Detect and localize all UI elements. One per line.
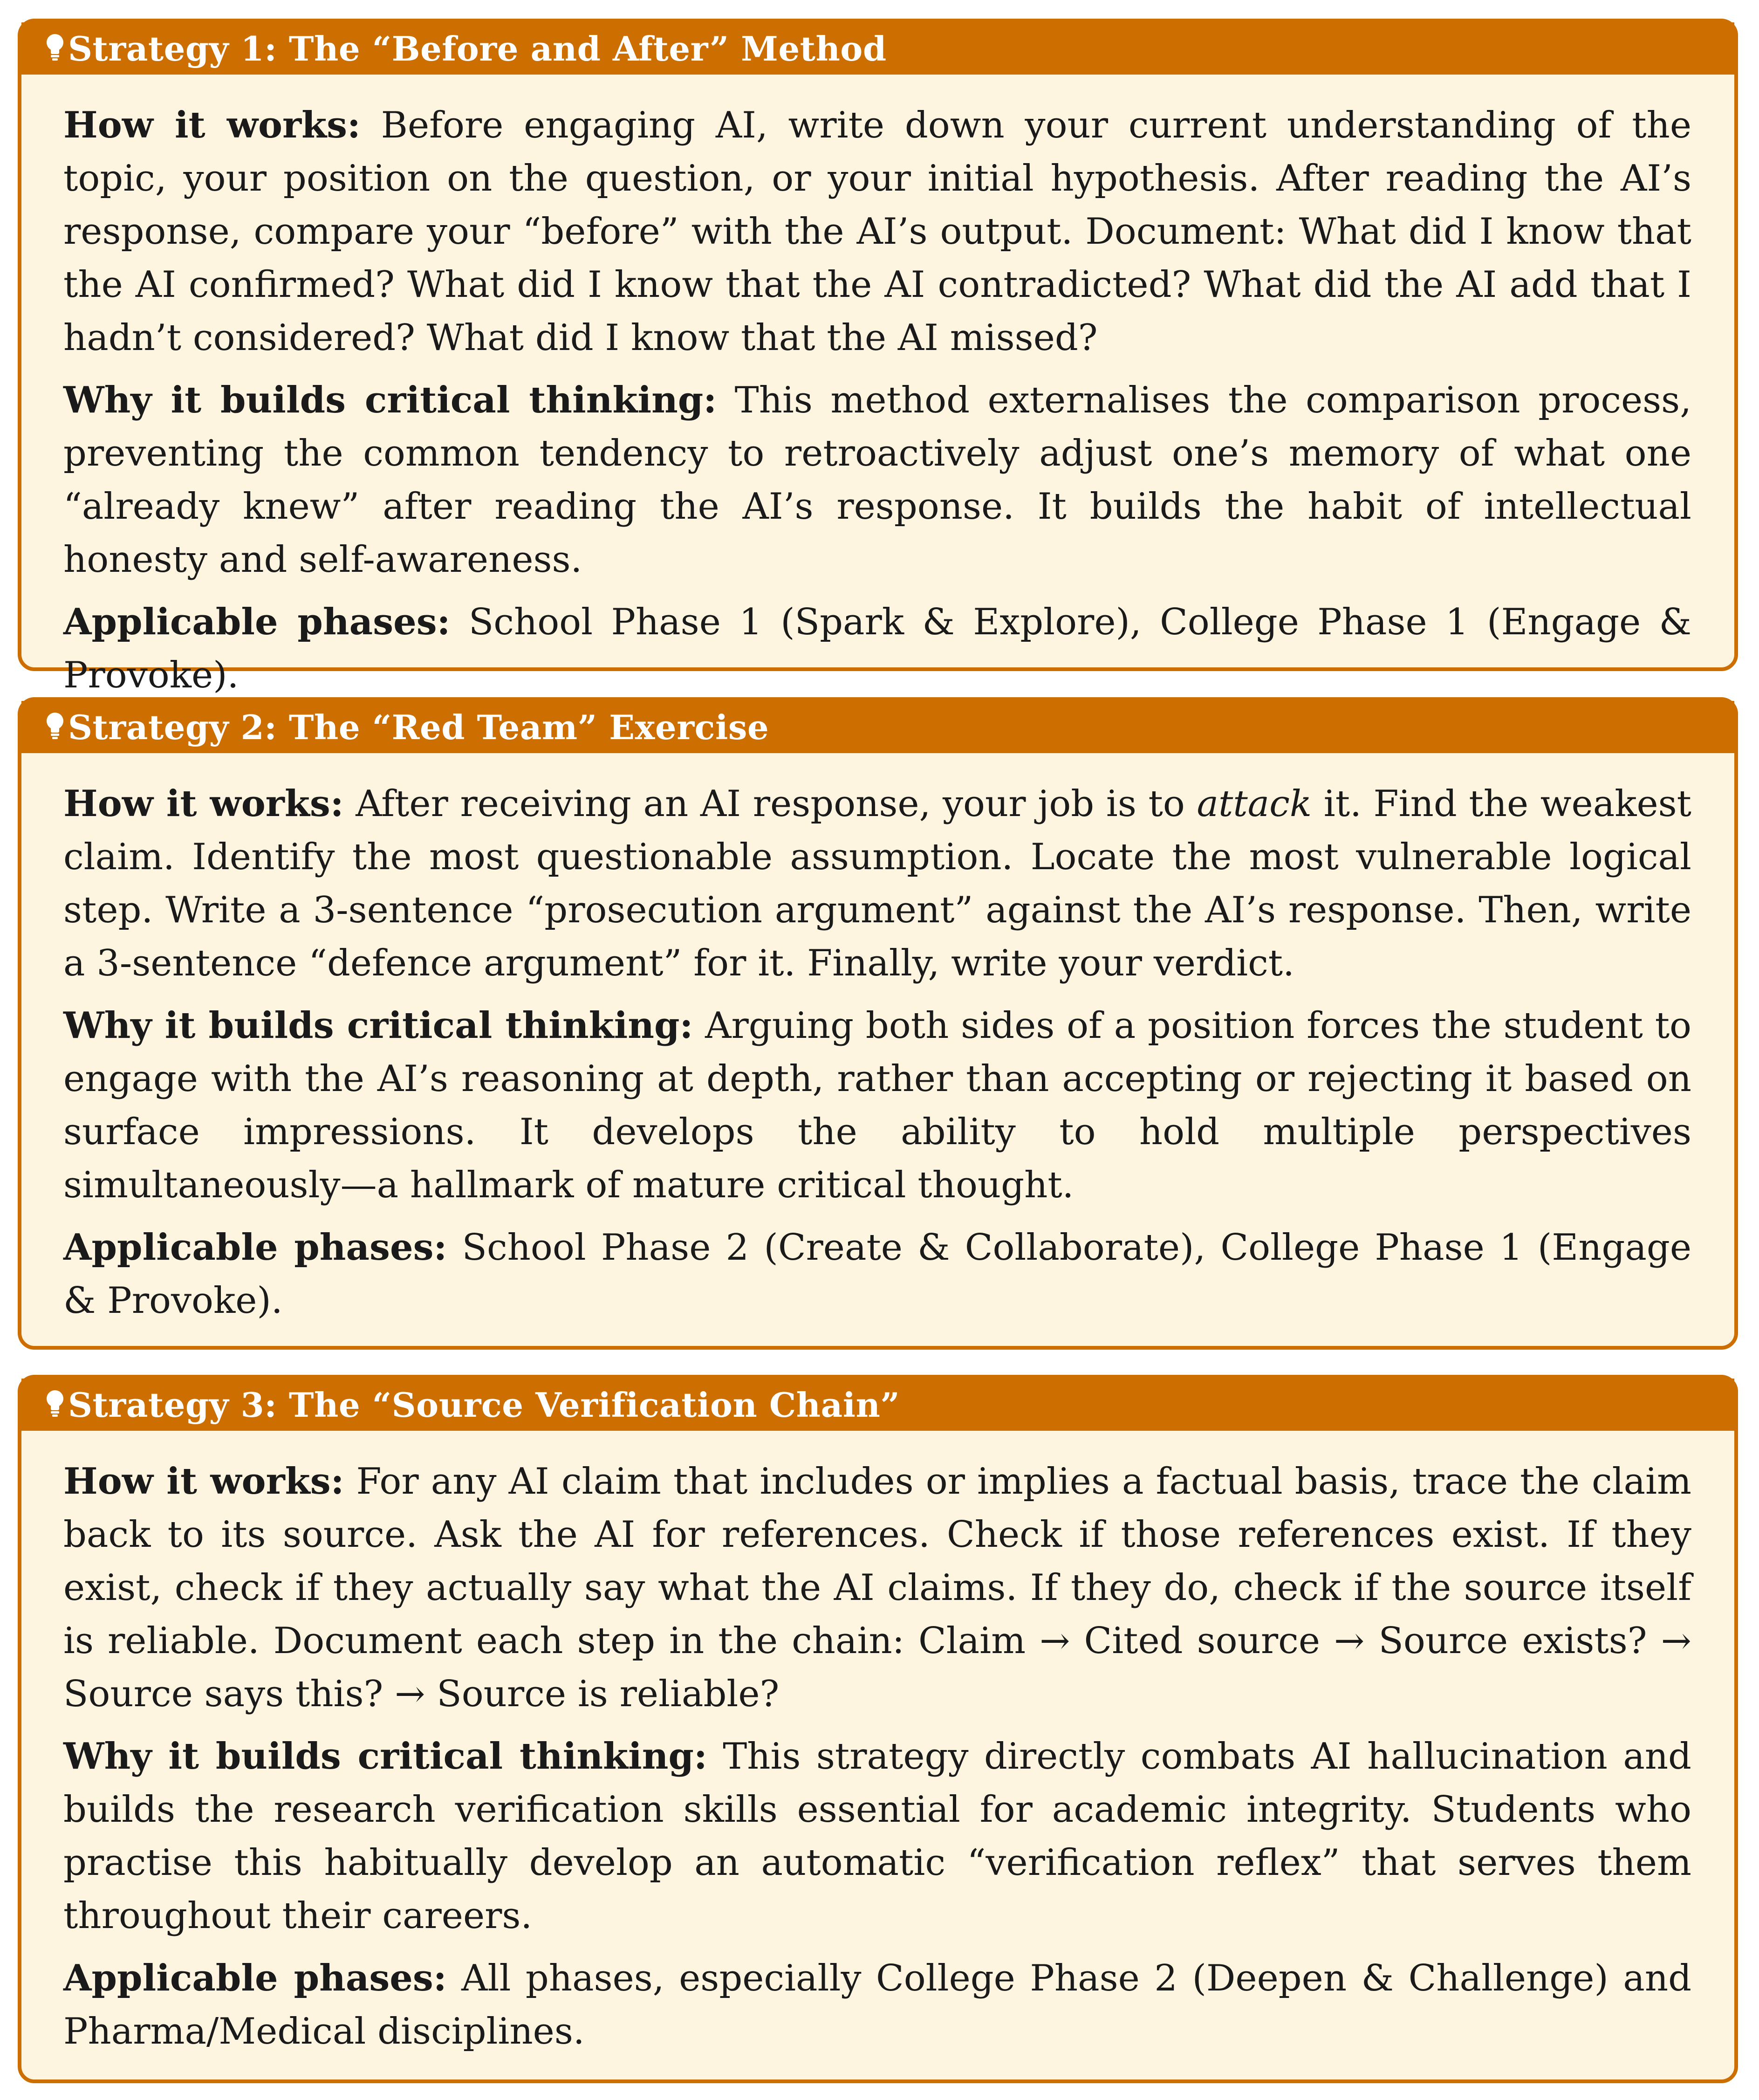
how-it-works-label: How it works: [63,104,361,146]
phases-text: School Phase 2 (Create & Collaborate), College Phase 1 (Engage & Provoke). [63,1227,1692,1322]
strategy-box-2 [18,697,1738,1350]
phases-text: School Phase 1 (Spark & Explore), College Phase 1 (Engage & Provoke). [63,601,1691,696]
phases-paragraph [63,1952,1691,2058]
phases-paragraph [63,596,1691,702]
strategy-box-3 [18,1375,1738,2083]
how-it-works-emphasis: attack [1197,783,1312,825]
why-label: Why it builds critical thinking: [63,1004,693,1047]
how-it-works-text-cont: it. Find the weakest claim. Identify the most questionable assumption. Locate the most vulnerable logical step. Write a 3-sentence “prosecution argument” against the AI’s response. Then, write a 3-sentence “defence argument” for it. Finally, write your verdict. [63,783,1692,984]
lightbulb-icon [46,1390,64,1418]
how-it-works-paragraph [63,99,1691,364]
strategy-header-2 [21,701,1734,753]
strategy-body-3 [21,1431,1734,2077]
how-it-works-text: Before engaging AI, write down your current understanding of the topic, your position on the question, or your initial hypothesis. After reading the AI’s response, compare your “before” with the AI’s output. Document: What did I know that the AI confirmed? What did I know that the AI contradicted? What did the AI add that I hadn’t considered? What did I know that the AI missed? [63,104,1692,359]
phases-label: Applicable phases: [63,1226,447,1269]
how-it-works-text: For any AI claim that includes or implies a factual basis, trace the claim back to its source. Ask the AI for references. Check if those references exist. If they exist, check if they actually say what the AI claims. If they do, check if the source itself is reliable. Document each step in the chain: Claim → Cited source → Source exists? → Source says this? → Source is reliable? [63,1461,1692,1715]
why-paragraph [63,999,1691,1212]
how-it-works-text: After receiving an AI response, your job is to [356,783,1185,825]
phases-text: All phases, especially College Phase 2 (Deepen & Challenge) and Pharma/Medical disciplines. [63,1957,1691,2052]
how-it-works-paragraph [63,777,1691,990]
why-text: This method externalises the comparison process, preventing the common tendency to retroactively adjust one’s memory of what one “already knew” after reading the AI’s response. It builds the habit of intellectual honesty and self-awareness. [63,379,1692,581]
why-text: Arguing both sides of a position forces the student to engage with the AI’s reasoning at depth, rather than accepting or rejecting it based on surface impressions. It develops the ability to hold multiple perspectives simultaneously—a hallmark of mature critical thought. [63,1005,1691,1206]
strategy-box-1 [18,19,1738,696]
phases-paragraph [63,1221,1691,1327]
strategy-body-1 [21,75,1734,721]
why-paragraph [63,374,1691,586]
how-it-works-paragraph [63,1455,1691,1721]
why-label: Why it builds critical thinking: [63,1735,707,1777]
strategy-header-1 [21,22,1734,75]
strategy-header-3 [21,1379,1734,1431]
strategy-title: Strategy 3: The “Source Verification Chain” [68,1385,900,1425]
strategy-title: Strategy 1: The “Before and After” Method [68,28,887,69]
phases-label: Applicable phases: [63,1957,447,1999]
lightbulb-icon [46,712,64,740]
how-it-works-label: How it works: [63,782,344,825]
why-label: Why it builds critical thinking: [63,379,717,421]
how-it-works-label: How it works: [63,1460,344,1503]
strategy-body-2 [21,753,1734,1346]
strategy-title: Strategy 2: The “Red Team” Exercise [68,707,769,747]
why-paragraph [63,1730,1691,1942]
lightbulb-icon [46,34,64,62]
why-text: This strategy directly combats AI hallucination and builds the research verification skills essential for academic integrity. Students who practise this habitually develop an automatic “verification reflex” that serves them throughout their careers. [63,1736,1691,1937]
phases-label: Applicable phases: [63,601,451,643]
